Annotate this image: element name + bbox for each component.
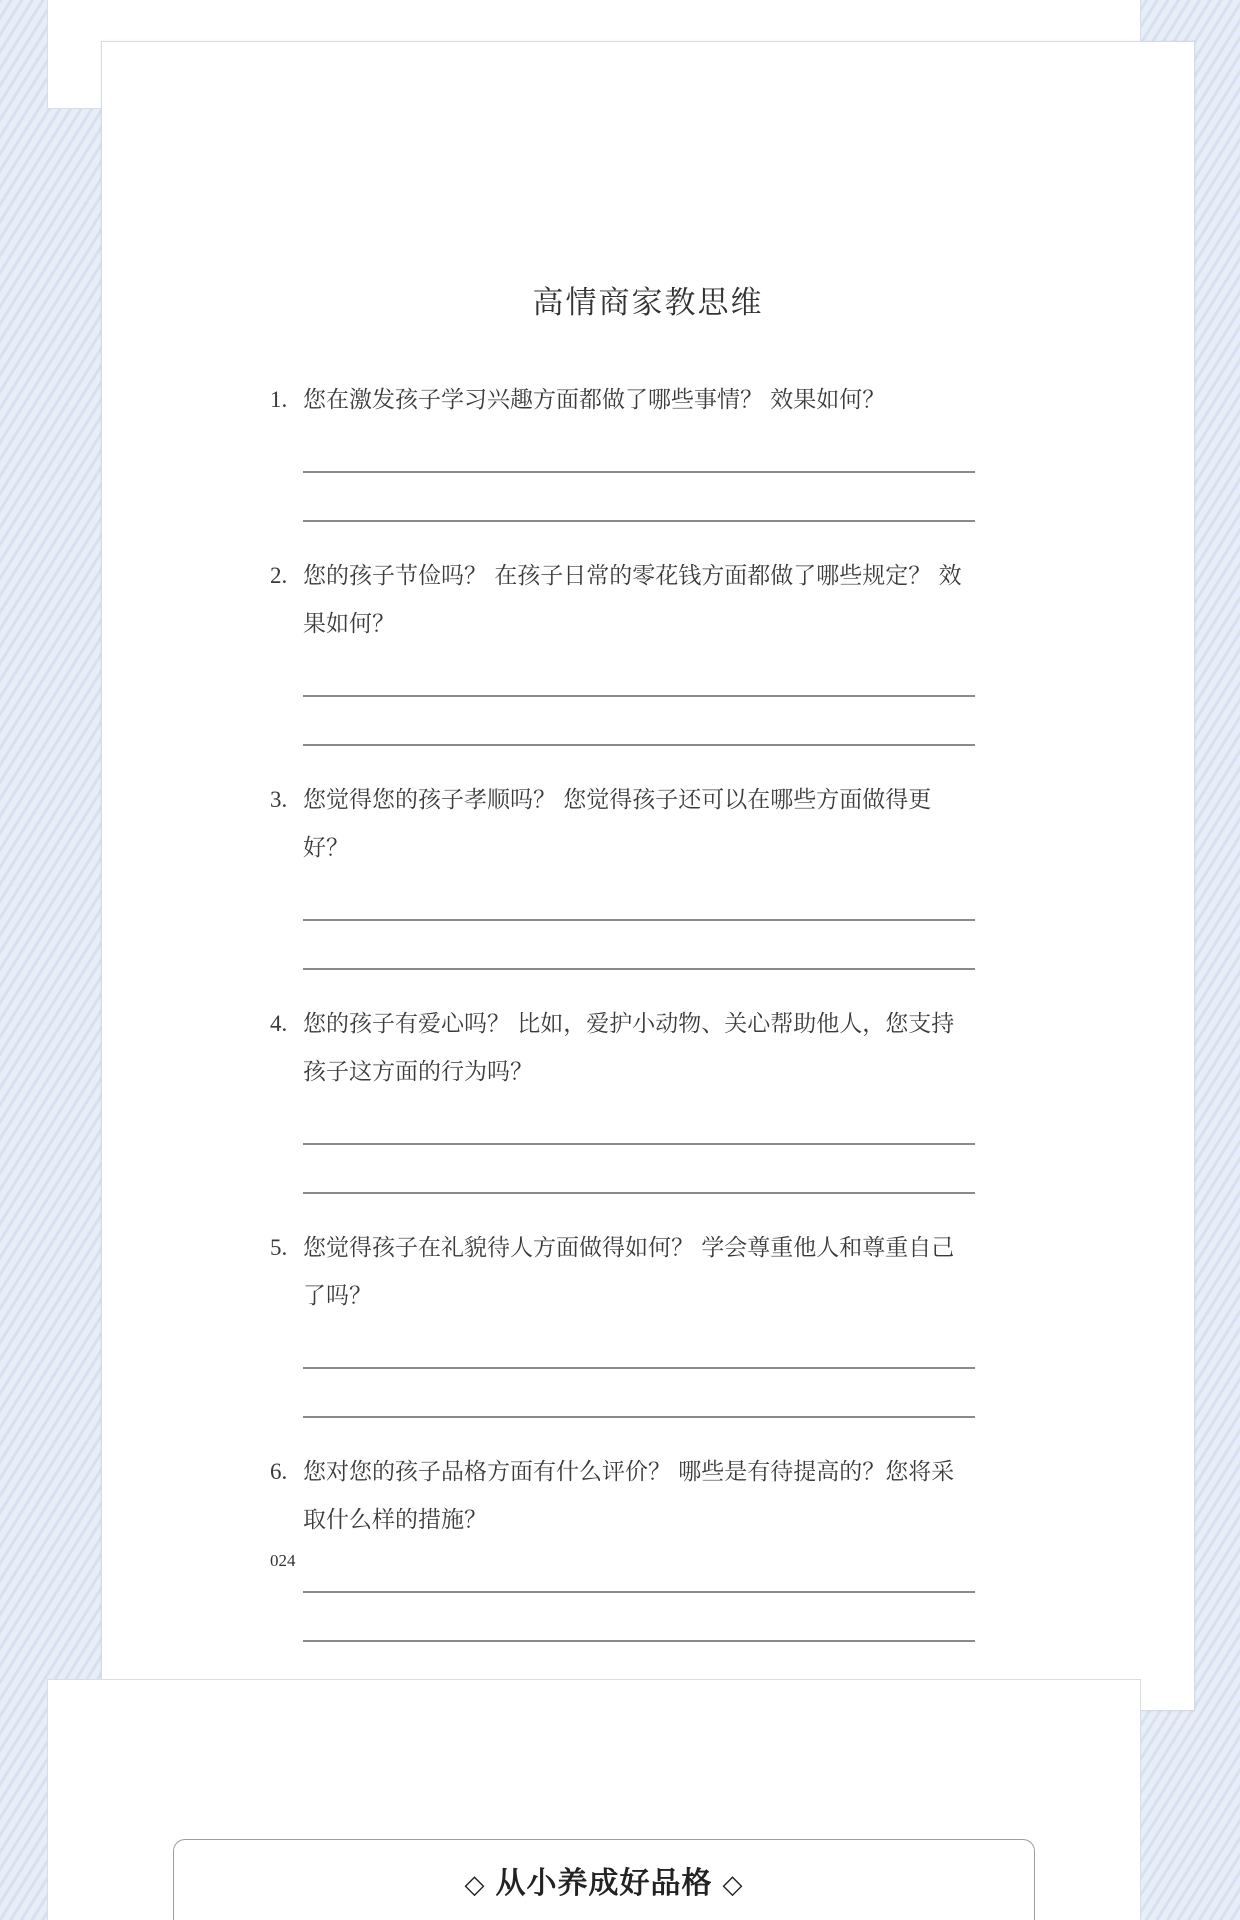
question-text: 您对您的孩子品格方面有什么评价？ 哪些是有待提高的？您将采取什么样的措施？	[303, 1459, 955, 1533]
banner-title: 从小养成好品格	[495, 1866, 713, 1901]
question-number: 1.	[270, 387, 288, 412]
answer-line[interactable]	[303, 424, 975, 473]
document-page	[101, 41, 1195, 1711]
answer-line[interactable]	[303, 648, 975, 697]
answer-line[interactable]	[303, 1145, 975, 1194]
answer-line[interactable]	[303, 697, 975, 746]
page-title: 高情商家教思维	[532, 285, 764, 321]
question-text-row	[270, 552, 975, 648]
question-text-row	[270, 1000, 975, 1096]
question-text: 您在激发孩子学习兴趣方面都做了哪些事情？ 效果如何？	[303, 387, 886, 413]
question-item	[270, 1224, 975, 1418]
answer-line[interactable]	[303, 1096, 975, 1145]
question-text-row	[270, 376, 975, 424]
question-list	[270, 376, 975, 1672]
question-item	[270, 1448, 975, 1642]
question-number: 3.	[270, 787, 288, 812]
answer-line[interactable]	[303, 921, 975, 970]
answer-line[interactable]	[303, 1369, 975, 1418]
question-number: 6.	[270, 1459, 288, 1484]
answer-line[interactable]	[303, 1593, 975, 1642]
question-text: 您的孩子节俭吗？ 在孩子日常的零花钱方面都做了哪些规定？ 效果如何？	[303, 563, 962, 637]
question-text: 您觉得孩子在礼貌待人方面做得如何？ 学会尊重他人和尊重自己了吗？	[303, 1235, 955, 1309]
diamond-icon: ◇	[722, 1870, 744, 1900]
banner-title-row	[174, 1858, 1034, 1902]
question-text-row	[270, 1448, 975, 1544]
question-item	[270, 776, 975, 970]
question-item	[270, 552, 975, 746]
question-number: 4.	[270, 1011, 288, 1036]
question-text-row	[270, 776, 975, 872]
answer-line[interactable]	[303, 473, 975, 522]
section-banner	[173, 1839, 1035, 1920]
question-number: 5.	[270, 1235, 288, 1260]
question-item	[270, 1000, 975, 1194]
page-number: 024	[270, 1551, 296, 1570]
diamond-icon: ◇	[464, 1870, 486, 1900]
question-text-row	[270, 1224, 975, 1320]
question-number: 2.	[270, 563, 288, 588]
question-text: 您的孩子有爱心吗？ 比如，爱护小动物、关心帮助他人，您支持孩子这方面的行为吗？	[303, 1011, 955, 1085]
answer-line[interactable]	[303, 1320, 975, 1369]
answer-line[interactable]	[303, 1544, 975, 1593]
question-item	[270, 376, 975, 522]
answer-line[interactable]	[303, 872, 975, 921]
question-text: 您觉得您的孩子孝顺吗？ 您觉得孩子还可以在哪些方面做得更好？	[303, 787, 932, 861]
